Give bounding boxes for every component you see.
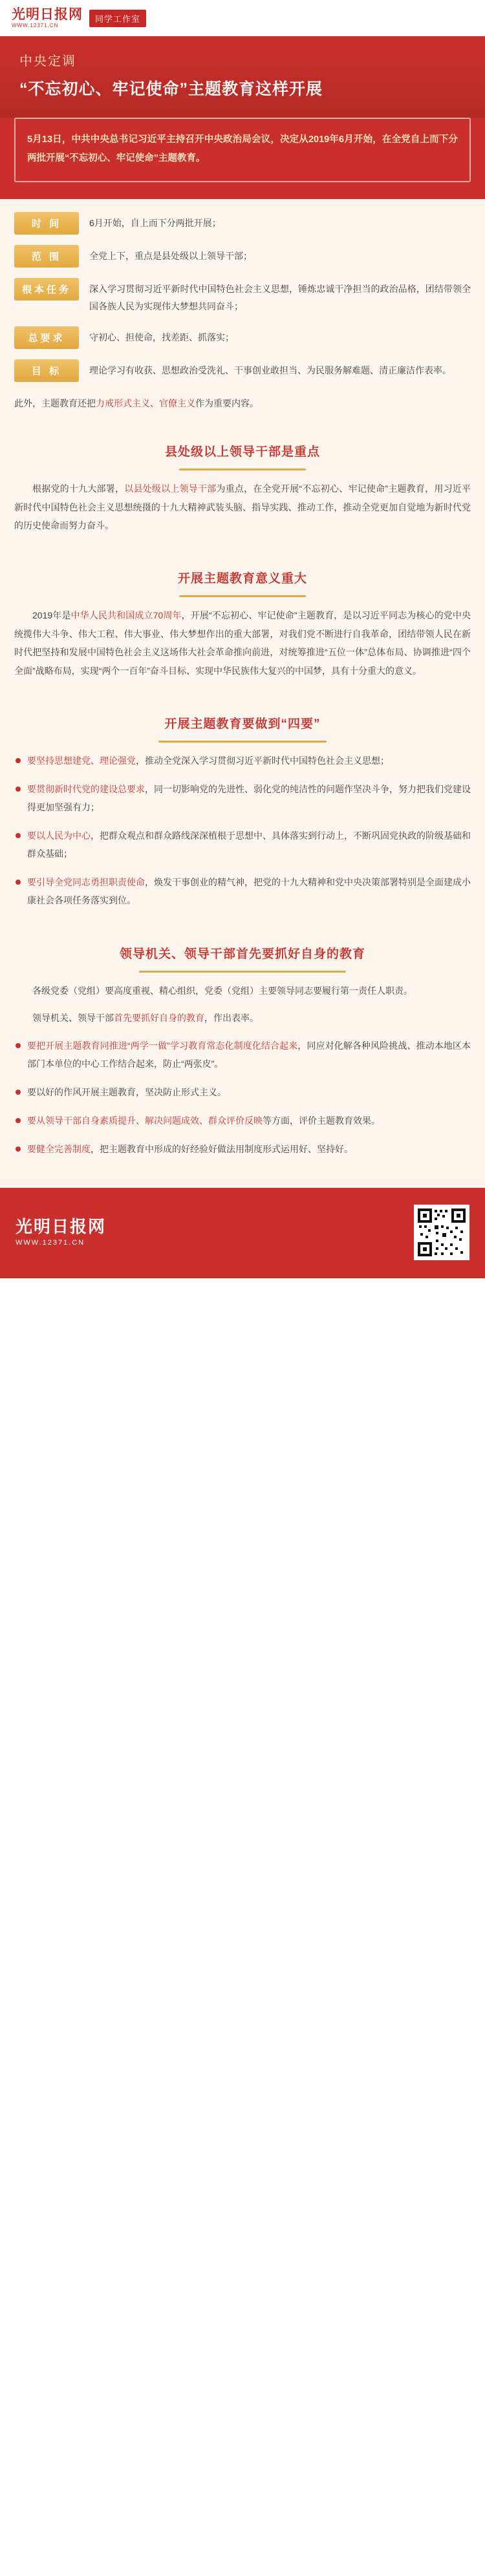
emphasis-text: 要贯彻新时代党的建设总要求	[27, 783, 145, 794]
info-row-label: 时 间	[14, 212, 79, 235]
plain-text: 各级党委（党组）要高度重视、精心组织，党委（党组）主要领导同志要履行第一责任人职责。	[32, 985, 413, 996]
content-section	[0, 925, 485, 1174]
list-item	[14, 1112, 471, 1130]
section-title: 领导机关、领导干部首先要抓好自身的教育	[119, 947, 365, 961]
plain-text: ，同应对化解各种风险挑战、推动本地区本部门本单位的中心工作结合起来，防止“两张皮”。	[27, 1040, 471, 1070]
info-row	[14, 359, 471, 382]
info-note-prefix: 此外，主题教育还把	[14, 397, 96, 408]
list-item	[14, 873, 471, 909]
plain-text: 要以好的作风	[27, 1087, 81, 1098]
plain-text: 开展主题教育，坚决防止形式主义。	[81, 1087, 226, 1098]
info-row-text: 理论学习有收获、思想政治受洗礼、干事创业敢担当、为民服务解难题、清正廉洁作表率。	[89, 364, 451, 375]
info-note	[14, 392, 471, 416]
emphasis-text: 要从领导干部自身素质提升、解决问题成效、群众评价反映	[27, 1115, 263, 1126]
section-paragraph	[14, 606, 471, 681]
info-row-label: 总要求	[14, 326, 79, 349]
plain-text: 2019年是	[32, 609, 71, 620]
qr-code-icon[interactable]	[414, 1205, 469, 1260]
section-underline	[179, 595, 306, 597]
plain-text: 根据党的十九大部署，	[32, 483, 125, 494]
emphasis-text: 首先要抓好自身的教育	[114, 1013, 204, 1024]
article-header	[0, 36, 485, 118]
info-table	[0, 199, 485, 423]
content-section	[0, 423, 485, 549]
info-row	[14, 245, 471, 268]
list-item	[14, 752, 471, 770]
bullet-list	[14, 1037, 471, 1158]
header-kicker: 中央定调	[19, 54, 76, 69]
plain-text: ，把群众观点和群众路线深深植根于思想中、具体落实到行动上，不断巩固党执政的阶级基础和群众基础；	[27, 830, 471, 859]
section-title: 县处级以上领导干部是重点	[164, 445, 320, 459]
article-footer	[0, 1188, 485, 1278]
plain-text: 等方面，评价主题教育效果。	[263, 1115, 380, 1126]
studio-tag: 同学工作室	[89, 10, 146, 27]
info-row	[14, 278, 471, 316]
top-bar	[0, 0, 485, 36]
page-title: “不忘初心、牢记使命”主题教育这样开展	[19, 80, 323, 98]
emphasis-text: 中华人民共和国成立70周年	[70, 609, 182, 620]
lead-wrapper	[0, 118, 485, 199]
info-row	[14, 212, 471, 235]
section-paragraph	[14, 1009, 471, 1028]
emphasis-text: 要把开展主题教育同推进“两学一做”学习教育常态化制度化结合起来	[27, 1040, 298, 1051]
section-title: 开展主题教育要做到“四要”	[164, 717, 321, 731]
list-item	[14, 827, 471, 863]
section-underline	[139, 971, 346, 973]
info-note-highlight: 力戒形式主义、官僚主义	[96, 397, 195, 408]
info-note-suffix: 作为重要内容。	[195, 397, 259, 408]
site-logo-url: WWW.12371.CN	[12, 23, 59, 28]
article-page	[0, 0, 485, 1278]
plain-text: ，把主题教育中形成的好经验好做法用制度形式运用好、坚持好。	[91, 1144, 353, 1155]
section-title: 开展主题教育意义重大	[177, 571, 307, 586]
footer-logo-url: WWW.12371.CN	[16, 1239, 85, 1247]
section-paragraph	[14, 480, 471, 535]
site-logo-name: 光明日报网	[12, 7, 83, 22]
plain-text: ，开展“不忘初心、牢记使命”主题教育，是以习近平同志为核心的党中央统揽伟大斗争、伟大工程、伟大事业、伟大梦想作出的重大部署，对我们党不断进行自我革命，团结带领人民在新时代把坚持和发展中国特色社会主义这场伟大社会革命推向前进，对统筹推进“五位一体”总体布局、协调推进“四个全面”战略布局，实现“两个一百年”奋斗目标、实现中华民族伟大复兴的中国梦，具有十分重大的意义。	[14, 609, 471, 677]
section-paragraph	[14, 982, 471, 1000]
section-underline	[158, 741, 327, 743]
lead-paragraph: 5月13日，中共中央总书记习近平主持召开中央政治局会议，决定从2019年6月开始，在全党自上而下分两批开展“不忘初心、牢记使命”主题教育。	[14, 118, 471, 182]
plain-text: ，焕发干事创业的精气神，把党的十九大精神和党中央决策部署特别是全面建成小康社会各项任务落实到位。	[27, 876, 471, 905]
info-row-label: 范 围	[14, 245, 79, 268]
info-row-text: 全党上下，重点是县处级以上领导干部；	[89, 251, 252, 261]
list-item	[14, 1083, 471, 1101]
emphasis-text: 要以人民为中心	[27, 830, 91, 841]
info-row-text: 守初心、担使命，找差距、抓落实；	[89, 332, 234, 343]
info-row-label: 根本任务	[14, 278, 79, 301]
section-underline	[179, 469, 306, 470]
info-row-text: 6月开始，自上而下分两批开展；	[89, 218, 221, 228]
emphasis-text: 要坚持思想建党、理论强党	[27, 755, 136, 766]
emphasis-text: 要引导全党同志勇担职责使命	[27, 876, 145, 887]
emphasis-text: 以县处级以上领导干部	[124, 483, 217, 494]
plain-text: 为重点，在全党开展“不忘初心、牢记使命”主题教育，用习近平新时代中国特色社会主义思想统摄的十九大精神武装头脑、指导实践、推动工作，推动全党更加自觉地为新时代党的历史使命而努力奋斗。	[14, 483, 471, 531]
plain-text: ，推动全党深入学习贯彻习近平新时代中国特色社会主义思想；	[136, 755, 389, 766]
plain-text: ，同一切影响党的先进性、弱化党的纯洁性的问题作坚决斗争，努力把我们党建设得更加坚强有力；	[27, 783, 471, 812]
plain-text: 领导机关、领导干部	[32, 1013, 114, 1024]
info-rows-container	[14, 212, 471, 382]
bullet-list	[14, 752, 471, 909]
site-logo[interactable]	[12, 8, 83, 28]
sections-container	[0, 423, 485, 1174]
footer-logo-name: 光明日报网	[16, 1217, 107, 1237]
emphasis-text: 要健全完善制度	[27, 1144, 91, 1155]
content-section	[0, 695, 485, 925]
info-row	[14, 326, 471, 349]
plain-text: ，作出表率。	[204, 1013, 259, 1024]
info-row-label: 目 标	[14, 359, 79, 382]
list-item	[14, 780, 471, 816]
footer-logo[interactable]	[16, 1218, 106, 1247]
content-section	[0, 549, 485, 695]
list-item	[14, 1037, 471, 1073]
info-row-text: 深入学习贯彻习近平新时代中国特色社会主义思想，锤炼忠诚干净担当的政治品格，团结带领全国各族人民为实现伟大梦想共同奋斗；	[89, 284, 471, 312]
list-item	[14, 1140, 471, 1158]
